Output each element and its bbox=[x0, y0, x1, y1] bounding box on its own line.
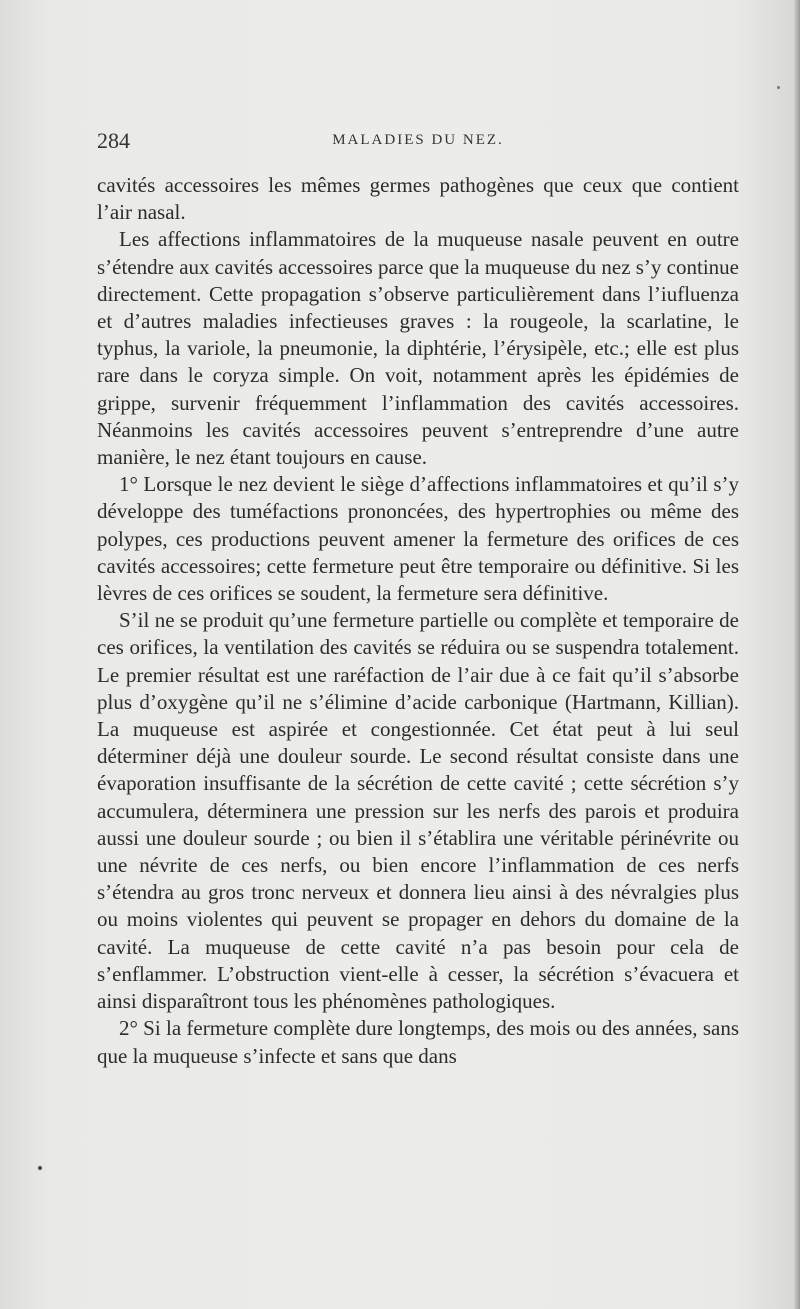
running-title: MALADIES DU NEZ. bbox=[332, 132, 504, 148]
page-edge-shadow bbox=[794, 0, 800, 1309]
speck bbox=[777, 86, 780, 89]
body-text bbox=[97, 172, 739, 1070]
page-header bbox=[97, 128, 739, 158]
paragraph-point-2: 2° Si la fermeture complète dure longtemps, des mois ou des années, sans que la muqueuse s’infecte et sans que dans bbox=[97, 1016, 739, 1068]
page-number: 284 bbox=[97, 128, 130, 153]
paragraph-ventilation: S’il ne se produit qu’une fermeture partielle ou complète et temporaire de ces orifices, la ventilation des cavités se réduira ou se suspendra totalement. Le premier résultat est une raréfaction de l’air due à ce fait qu’il s’absorbe plus d’oxygène qu’il ne s’élimine d’acide carbonique (Hartmann, Killian). La muqueuse est aspirée et congestionnée. Cet état peut à lui seul déterminer déjà une douleur sourde. Le second résultat consiste dans une évaporation insuffisante de la sécrétion de cette cavité ; cette sécrétion s’y accumulera, déterminera une pression sur les nerfs des parois et produira aussi une douleur sourde ; ou bien il s’établira une véritable périnévrite ou une névrite de ces nerfs, ou bien encore l’inflammation de ces nerfs s’étendra au gros tronc nerveux et donnera lieu ainsi à des névralgies plus ou moins violentes qui peuvent se propager en dehors du domaine de la cavité. La muqueuse de cette cavité n’a pas besoin pour cela de s’enflammer. L’obstruction vient-elle à cesser, la sécrétion s’évacuera et ainsi disparaîtront tous les phénomènes pathologiques. bbox=[97, 608, 739, 1014]
paragraph-propagation: Les affections inflammatoires de la muqueuse nasale peuvent en outre s’étendre aux cavités accessoires parce que la muqueuse du nez s’y continue directement. Cette propagation s’observe particulièrement dans l’iufluenza et d’autres maladies infectieuses graves : la rougeole, la scarlatine, le typhus, la variole, la pneumonie, la diphtérie, l’érysipèle, etc.; elle est plus rare dans le coryza simple. On voit, notamment après les épidémies de grippe, survenir fréquemment l’inflammation des cavités accessoires. Néanmoins les cavités accessoires peuvent s’entreprendre d’une autre manière, le nez étant toujours en cause. bbox=[97, 227, 739, 470]
paragraph-point-1: 1° Lorsque le nez devient le siège d’affections inflammatoires et qu’il s’y développe des tuméfactions prononcées, des hypertrophies ou même des polypes, ces productions peuvent amener la fermeture des orifices de ces cavités accessoires; cette fermeture peut être temporaire ou définitive. Si les lèvres de ces orifices se soudent, la fermeture sera définitive. bbox=[97, 472, 739, 606]
paragraph-continuation: cavités accessoires les mêmes germes pathogènes que ceux que contient l’air nasal. bbox=[97, 173, 739, 225]
margin-mark bbox=[38, 1166, 42, 1170]
